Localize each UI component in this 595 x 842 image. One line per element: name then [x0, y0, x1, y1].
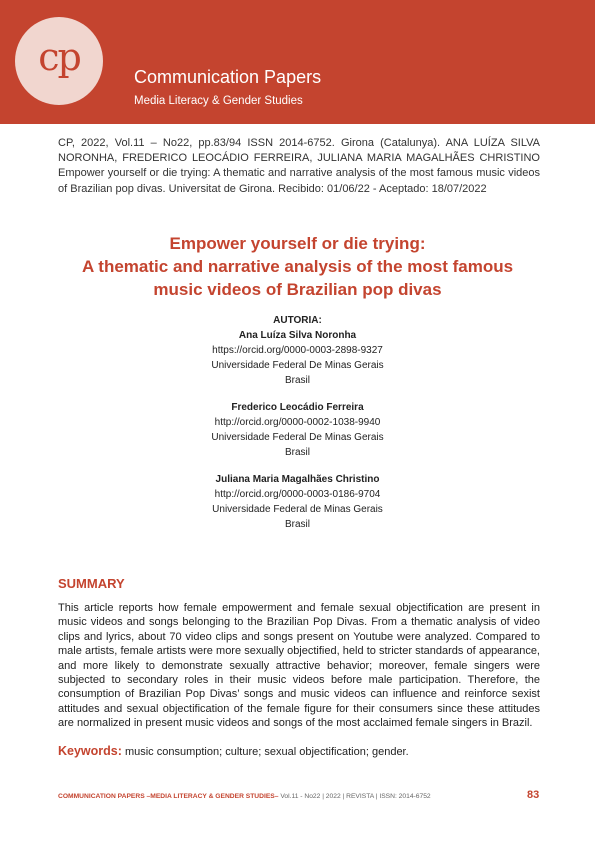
authors-label: AUTORIA: — [273, 315, 322, 326]
keywords — [58, 744, 409, 758]
keywords-label: Keywords: — [58, 744, 122, 758]
logo-text: cp — [38, 35, 80, 79]
author-orcid[interactable]: http://orcid.org/0000-0002-1038-9940 — [214, 417, 381, 428]
authors-block — [160, 313, 435, 532]
author-orcid[interactable]: http://orcid.org/0000-0003-0186-9704 — [214, 489, 381, 500]
journal-logo — [15, 17, 103, 105]
keywords-text: music consumption; culture; sexual objectification; gender. — [121, 746, 409, 758]
author-orcid[interactable]: https://orcid.org/0000-0003-2898-9327 — [212, 345, 383, 356]
author-country: Brasil — [284, 375, 310, 386]
summary-heading: SUMMARY — [58, 576, 125, 591]
title-line-1: Empower yourself or die trying: — [169, 234, 426, 253]
title-line-3: music videos of Brazilian pop divas — [153, 280, 442, 299]
page-number: 83 — [527, 789, 540, 801]
author-name: Frederico Leocádio Ferreira — [231, 402, 364, 413]
author-university: Universidade Federal de Minas Gerais — [212, 504, 383, 515]
title-line-2: A thematic and narrative analysis of the most famous — [81, 257, 514, 276]
author-university: Universidade Federal De Minas Gerais — [211, 360, 384, 371]
summary-text: This article reports how female empowerment and female sexual objectification are present in music videos and songs belonging to the Brazilian Pop Divas. From a thematic analysis of video clips and lyrics, about 70 video clips and songs present on Youtube were analyzed. Compared to male artists, female artists were more sexually objectified, held to stricter standards of appearance, and more likely to demonstrate sexually attractive behavior; moreover, female singers were subjected to secondary roles in their music videos before male participation. Therefore, the consumption of Brazilian Pop Divas’ songs and music videos can influence and reinforce sexist attitudes and sexual objectification of the female figure for their consumers since these attitudes are normalized in present music videos and songs of the most acclaimed female singers in Brazil. — [58, 602, 540, 730]
author-name: Juliana Maria Magalhães Christino — [215, 474, 380, 485]
citation: CP, 2022, Vol.11 – No22, pp.83/94 ISSN 2014-6752. Girona (Catalunya). ANA LUÍZA SILVA NORONHA, FREDERICO LEOCÁDIO FERREIRA, JULIANA MARIA MAGALHÃES CHRISTINO Empower yourself or die trying: A thematic and narrative analysis of the most famous music videos of Brazilian pop divas. Universitat de Girona. Recibido: 01/06/22 - Aceptado: 18/07/2022 — [58, 137, 540, 195]
journal-subtitle: Media Literacy & Gender Studies — [134, 95, 303, 107]
journal-title: Communication Papers — [134, 67, 322, 87]
author-country: Brasil — [284, 519, 310, 530]
author-country: Brasil — [284, 447, 310, 458]
footer-journal: COMMUNICATION PAPERS –MEDIA LITERACY & GENDER STUDIES– — [58, 793, 279, 800]
journal-header — [0, 0, 595, 124]
article-title — [40, 232, 555, 301]
author-name: Ana Luíza Silva Noronha — [238, 330, 357, 341]
footer-details: Vol.11 - No22 | 2022 | REVISTA | ISSN: 2014-6752 — [278, 793, 431, 800]
page-footer — [58, 793, 431, 800]
author-university: Universidade Federal De Minas Gerais — [211, 432, 384, 443]
